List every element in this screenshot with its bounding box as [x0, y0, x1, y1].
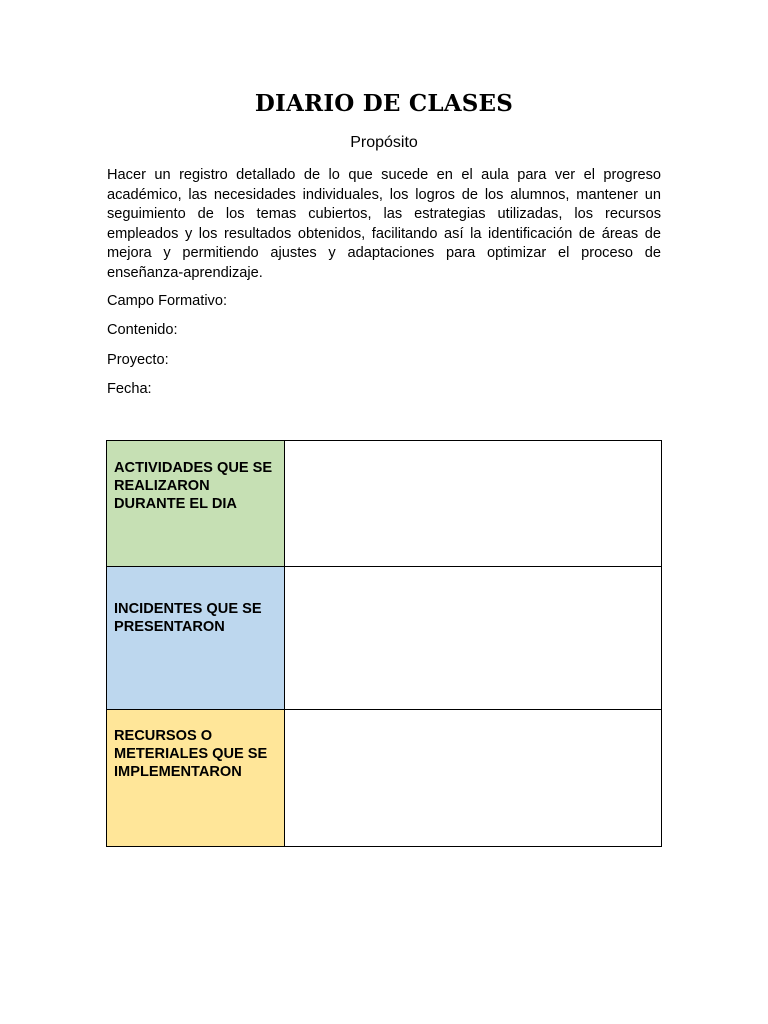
diary-table: [106, 440, 662, 847]
table-row: [107, 710, 662, 847]
document-title: DIARIO DE CLASES: [254, 90, 514, 117]
table-row: [107, 441, 662, 567]
incidents-label-cell: [107, 567, 285, 710]
resources-label: RECURSOS O METERIALES QUE SE IMPLEMENTARON: [114, 728, 268, 780]
document-subtitle: Propósito: [350, 134, 418, 151]
intro-paragraph: Hacer un registro detallado de lo que sucede en el aula para ver el progreso académico, las necesidades individuales, los logros de los alumnos, mantener un seguimiento de los temas cubiertos, las estrategias utilizadas, los recursos empleados y los resultados obtenidos, facilitando así la identificación de áreas de mejora y permitiendo ajustes y adaptaciones para optimizar el proceso de enseñanza-aprendizaje.: [107, 167, 661, 281]
field-proyecto: Proyecto:: [107, 352, 169, 368]
incidents-entry-cell[interactable]: [285, 567, 662, 710]
field-fecha: Fecha:: [107, 381, 152, 397]
activities-label: ACTIVIDADES QUE SE REALIZARON DURANTE EL DIA: [114, 460, 273, 512]
field-contenido: Contenido:: [107, 322, 178, 338]
activities-entry-cell[interactable]: [285, 441, 662, 567]
activities-label-cell: [107, 441, 285, 567]
resources-entry-cell[interactable]: [285, 710, 662, 847]
table-row: [107, 567, 662, 710]
field-campo-formativo: Campo Formativo:: [107, 293, 228, 309]
resources-label-cell: [107, 710, 285, 847]
incidents-label: INCIDENTES QUE SE PRESENTARON: [114, 601, 262, 635]
